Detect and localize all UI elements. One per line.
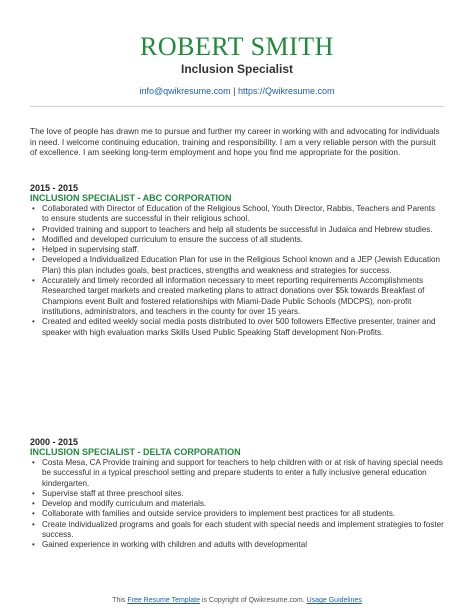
copyright-footer xyxy=(0,596,474,605)
list-item: • Collaborate with families and outside service providers to implement best practices for all students. xyxy=(30,509,444,519)
list-item: • Developed a Individualized Education Plan for use in the Religious School known and a JEP (Jewish Education Plan) this plan includes goals, best practices, strengths and weakness and strategies for success. xyxy=(30,255,444,276)
footer-prefix: This xyxy=(112,597,128,604)
list-item: • Provided training and support to teachers and help all students be successful in Judaica and Hebrew studies. xyxy=(30,225,444,235)
list-item: • Create individualized programs and goals for each student with special needs and implement strategies to foster success. xyxy=(30,520,444,541)
list-item: • Develop and modify curriculum and materials. xyxy=(30,499,444,509)
summary-paragraph: The love of people has drawn me to pursue and further my career in working with and advocating for individuals in need. I welcome continuing education, training and responsibility. I am a very reliable person with the pursuit of excellence. I am seeking long-term employment and hope you find me appropriate for the position. xyxy=(30,126,440,158)
contact-separator: | xyxy=(230,86,238,96)
job-dates: 2015 - 2015 xyxy=(30,183,79,193)
email-link[interactable]: info@qwikresume.com xyxy=(139,86,231,96)
template-link[interactable]: Free Resume Template xyxy=(127,597,200,604)
list-item: • Helped in supervising staff. xyxy=(30,245,444,255)
website-link[interactable]: https://Qwikresume.com xyxy=(237,86,335,96)
job-section xyxy=(30,183,444,338)
list-item: • Gained experience in working with children and adults with developmental xyxy=(30,540,444,550)
job-bullets xyxy=(30,458,444,551)
list-item: • Supervise staff at three preschool sites. xyxy=(30,489,444,499)
job-title: Inclusion Specialist xyxy=(180,62,294,76)
list-item: • Modified and developed curriculum to ensure the success of all students. xyxy=(30,235,444,245)
candidate-name: ROBERT SMITH xyxy=(140,32,334,61)
list-item: • Collaborated with Director of Education of the Religious School, Youth Director, Rabbis, Teachers and Parents to ensure students are successful in their religious school. xyxy=(30,204,444,225)
usage-guidelines-link[interactable]: Usage Guidelines xyxy=(306,597,362,604)
contact-line xyxy=(0,85,474,97)
job-section xyxy=(30,437,444,551)
list-item: • Accurately and timely recorded all information necessary to meet reporting requirements Accomplishments Researched target markets and created marketing plans to attract donations over $5k towards Breakfast of Champions event Built and fostered relationships with Miami-Dade Public Schools (MDCPS), non-profit institutions, administrators, and teachers in the county for over 15 years. xyxy=(30,276,444,317)
header-divider xyxy=(30,106,444,107)
list-item: • Created and edited weekly social media posts distributed to over 500 followers Effective presenter, trainer and speaker with high evaluation marks Skills Used Public Speaking Staff development Non-Profits. xyxy=(30,317,444,338)
list-item: • Costa Mesa, CA Provide training and support for teachers to help children with or at risk of having special needs be successful in a typical preschool setting and prepare students to enter a fully inclusive general education kindergarten. xyxy=(30,458,444,489)
job-role: INCLUSION SPECIALIST - DELTA CORPORATION xyxy=(30,447,241,457)
footer-middle: is Copyright of Qwikresume.com. xyxy=(199,597,307,604)
job-role: INCLUSION SPECIALIST - ABC CORPORATION xyxy=(30,193,232,203)
job-bullets xyxy=(30,204,444,338)
job-dates: 2000 - 2015 xyxy=(30,437,79,447)
